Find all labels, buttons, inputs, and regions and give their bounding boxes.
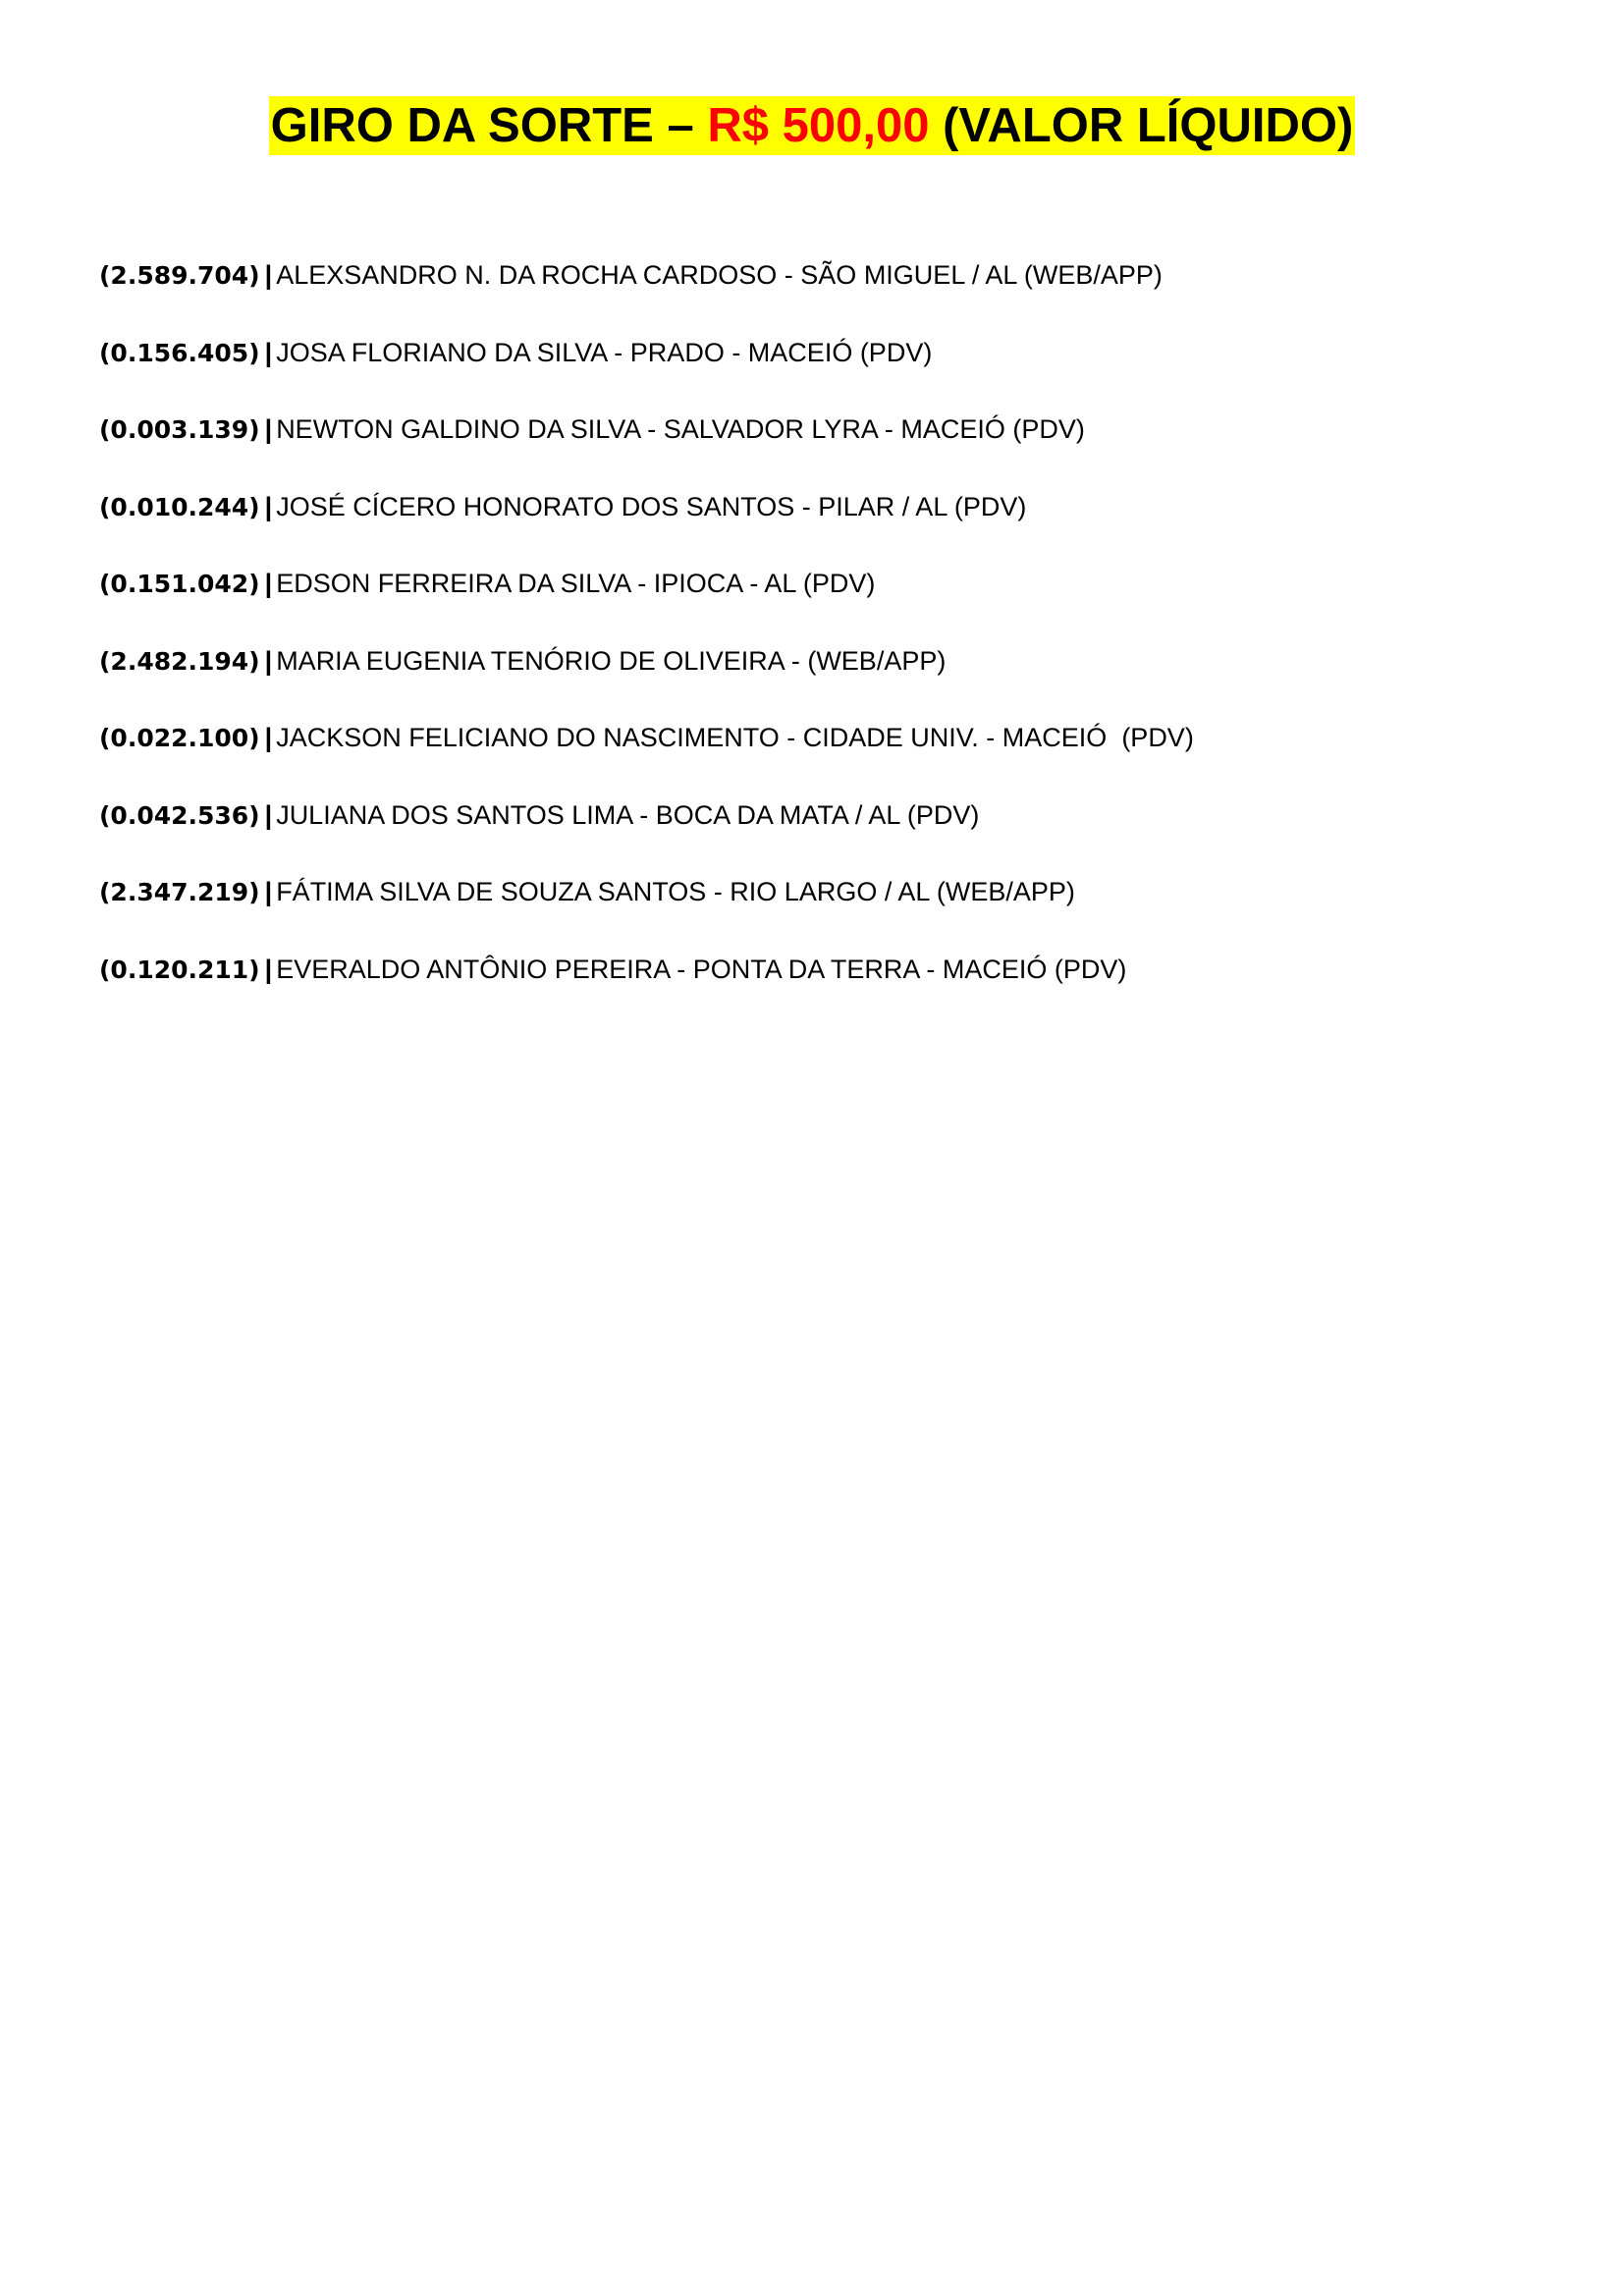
list-item: [99, 643, 1523, 721]
separator: |: [264, 414, 273, 444]
separator: |: [264, 491, 273, 521]
winners-list: [99, 257, 1523, 1028]
list-item: [99, 720, 1523, 797]
title-container: [0, 96, 1624, 155]
winner-details: FÁTIMA SILVA DE SOUZA SANTOS - RIO LARGO / AL (WEB/APP): [276, 877, 1075, 906]
list-item: [99, 797, 1523, 875]
winner-details: JACKSON FELICIANO DO NASCIMENTO - CIDADE UNIV. - MACEIÓ (PDV): [276, 723, 1194, 752]
winner-details: JOSA FLORIANO DA SILVA - PRADO - MACEIÓ (PDV): [276, 337, 933, 367]
ticket-code: (2.589.704): [99, 261, 260, 290]
ticket-code: (0.042.536): [99, 800, 260, 830]
list-item: [99, 411, 1523, 489]
ticket-code: (0.120.211): [99, 955, 260, 984]
ticket-code: (0.156.405): [99, 338, 260, 367]
title-suffix: (VALOR LÍQUIDO): [929, 99, 1354, 152]
ticket-code: (0.022.100): [99, 724, 260, 752]
winner-details: ALEXSANDRO N. DA ROCHA CARDOSO - SÃO MIGUEL / AL (WEB/APP): [276, 260, 1163, 290]
separator: |: [264, 569, 273, 598]
list-item: [99, 952, 1523, 1029]
list-item: [99, 489, 1523, 567]
ticket-code: (2.482.194): [99, 646, 260, 676]
list-item: [99, 874, 1523, 952]
winner-details: EVERALDO ANTÔNIO PEREIRA - PONTA DA TERRA - MACEIÓ (PDV): [276, 954, 1127, 984]
separator: |: [264, 260, 273, 290]
separator: |: [264, 337, 273, 367]
list-item: [99, 257, 1523, 335]
page-title: [269, 96, 1356, 155]
winner-details: JOSÉ CÍCERO HONORATO DOS SANTOS - PILAR / AL (PDV): [276, 491, 1027, 521]
separator: |: [264, 645, 273, 676]
separator: |: [264, 799, 273, 830]
separator: |: [264, 954, 273, 984]
winner-details: MARIA EUGENIA TENÓRIO DE OLIVEIRA - (WEB/APP): [276, 645, 947, 676]
ticket-code: (0.151.042): [99, 570, 260, 598]
title-prefix: GIRO DA SORTE –: [270, 99, 708, 152]
list-item: [99, 335, 1523, 412]
winner-details: EDSON FERREIRA DA SILVA - IPIOCA - AL (PDV): [276, 569, 876, 598]
ticket-code: (0.003.139): [99, 415, 260, 444]
list-item: [99, 566, 1523, 643]
winner-details: NEWTON GALDINO DA SILVA - SALVADOR LYRA - MACEIÓ (PDV): [276, 414, 1085, 444]
ticket-code: (2.347.219): [99, 878, 260, 906]
separator: |: [264, 877, 273, 906]
title-amount: R$ 500,00: [707, 99, 930, 152]
ticket-code: (0.010.244): [99, 492, 260, 521]
winner-details: JULIANA DOS SANTOS LIMA - BOCA DA MATA / AL (PDV): [276, 799, 980, 830]
separator: |: [264, 723, 273, 752]
